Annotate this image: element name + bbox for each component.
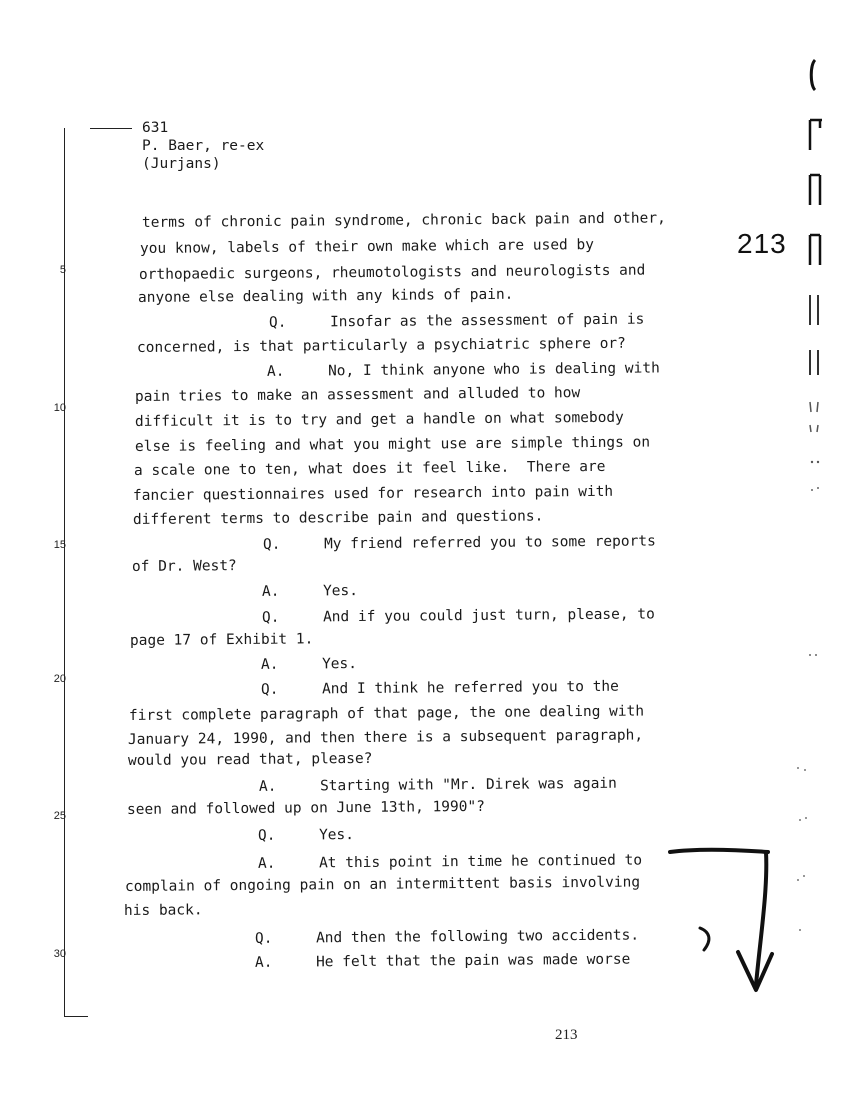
transcript-line: A. Yes.	[130, 583, 359, 601]
transcript-line: A. At this point in time he continued to	[126, 852, 643, 873]
header-witness: P. Baer, re-ex	[142, 138, 265, 154]
transcript-line: difficult it is to try and get a handle on what somebody	[134, 409, 624, 430]
transcript-header	[142, 119, 264, 173]
line-number-20: 20	[53, 673, 66, 685]
line-number-5: 5	[59, 264, 66, 276]
transcript-line: A. Yes.	[129, 656, 358, 674]
transcript-line: January 24, 1990, and then there is a subsequent paragraph,	[127, 727, 644, 748]
transcript-line: fancier questionnaires used for research into pain with	[132, 483, 614, 504]
transcript-line: first complete paragraph of that page, the one dealing with	[128, 703, 645, 724]
transcript-line: Q. And if you could just turn, please, to	[130, 606, 655, 627]
line-number-25: 25	[53, 810, 66, 822]
line-number-10: 10	[53, 402, 66, 414]
transcript-line: seen and followed up on June 13th, 1990"?	[126, 798, 485, 818]
line-number-30: 30	[53, 948, 66, 960]
transcript-line: A. He felt that the pain was made worse	[123, 951, 631, 972]
transcript-line: would you read that, please?	[127, 750, 373, 769]
transcript-line: of Dr. West?	[131, 558, 237, 575]
transcript-line: Q. Yes.	[126, 827, 355, 845]
transcript-line: else is feeling and what you might use are simple things on	[134, 434, 651, 455]
margin-bracket-bottom	[64, 1016, 88, 1017]
transcript-line: complain of ongoing pain on an intermittent basis involving	[124, 874, 641, 895]
transcript-line: Q. Insofar as the assessment of pain is	[137, 311, 645, 332]
margin-bracket-line	[64, 128, 65, 1016]
transcript-line: anyone else dealing with any kinds of pain.	[137, 286, 514, 306]
transcript-line: his back.	[123, 902, 203, 919]
bates-stamp-number: 213	[737, 228, 787, 259]
transcript-line: A. Starting with "Mr. Direk was again	[127, 775, 617, 796]
transcript-line: orthopaedic surgeons, rheumotologists and neurologists and	[138, 262, 646, 283]
handwritten-arrow-icon	[660, 840, 780, 1000]
footer-page-number: 213	[555, 1027, 578, 1043]
transcript-line: page 17 of Exhibit 1.	[129, 631, 314, 649]
transcript-line: Q. My friend referred you to some reports	[131, 533, 656, 554]
transcript-line: a scale one to ten, what does it feel like. There are	[133, 458, 606, 479]
line-number-15: 15	[53, 539, 66, 551]
transcript-line: you know, labels of their own make which are used by	[139, 237, 595, 257]
transcript-line: pain tries to make an assessment and alluded to how	[134, 385, 581, 405]
margin-bracket-top	[90, 128, 132, 129]
header-page-ref: 631	[142, 120, 169, 136]
scan-edge-marks	[780, 40, 840, 1040]
transcript-line: terms of chronic pain syndrome, chronic back pain and other,	[141, 210, 666, 231]
transcript-line: Q. And I think he referred you to the	[129, 678, 619, 699]
transcript-line: Q. And then the following two accidents.	[123, 927, 640, 948]
transcript-line: A. No, I think anyone who is dealing with	[135, 360, 660, 381]
transcript-line: concerned, is that particularly a psychiatric sphere or?	[136, 335, 626, 356]
header-examiner: (Jurjans)	[142, 156, 221, 172]
transcript-line: different terms to describe pain and questions.	[132, 508, 544, 528]
